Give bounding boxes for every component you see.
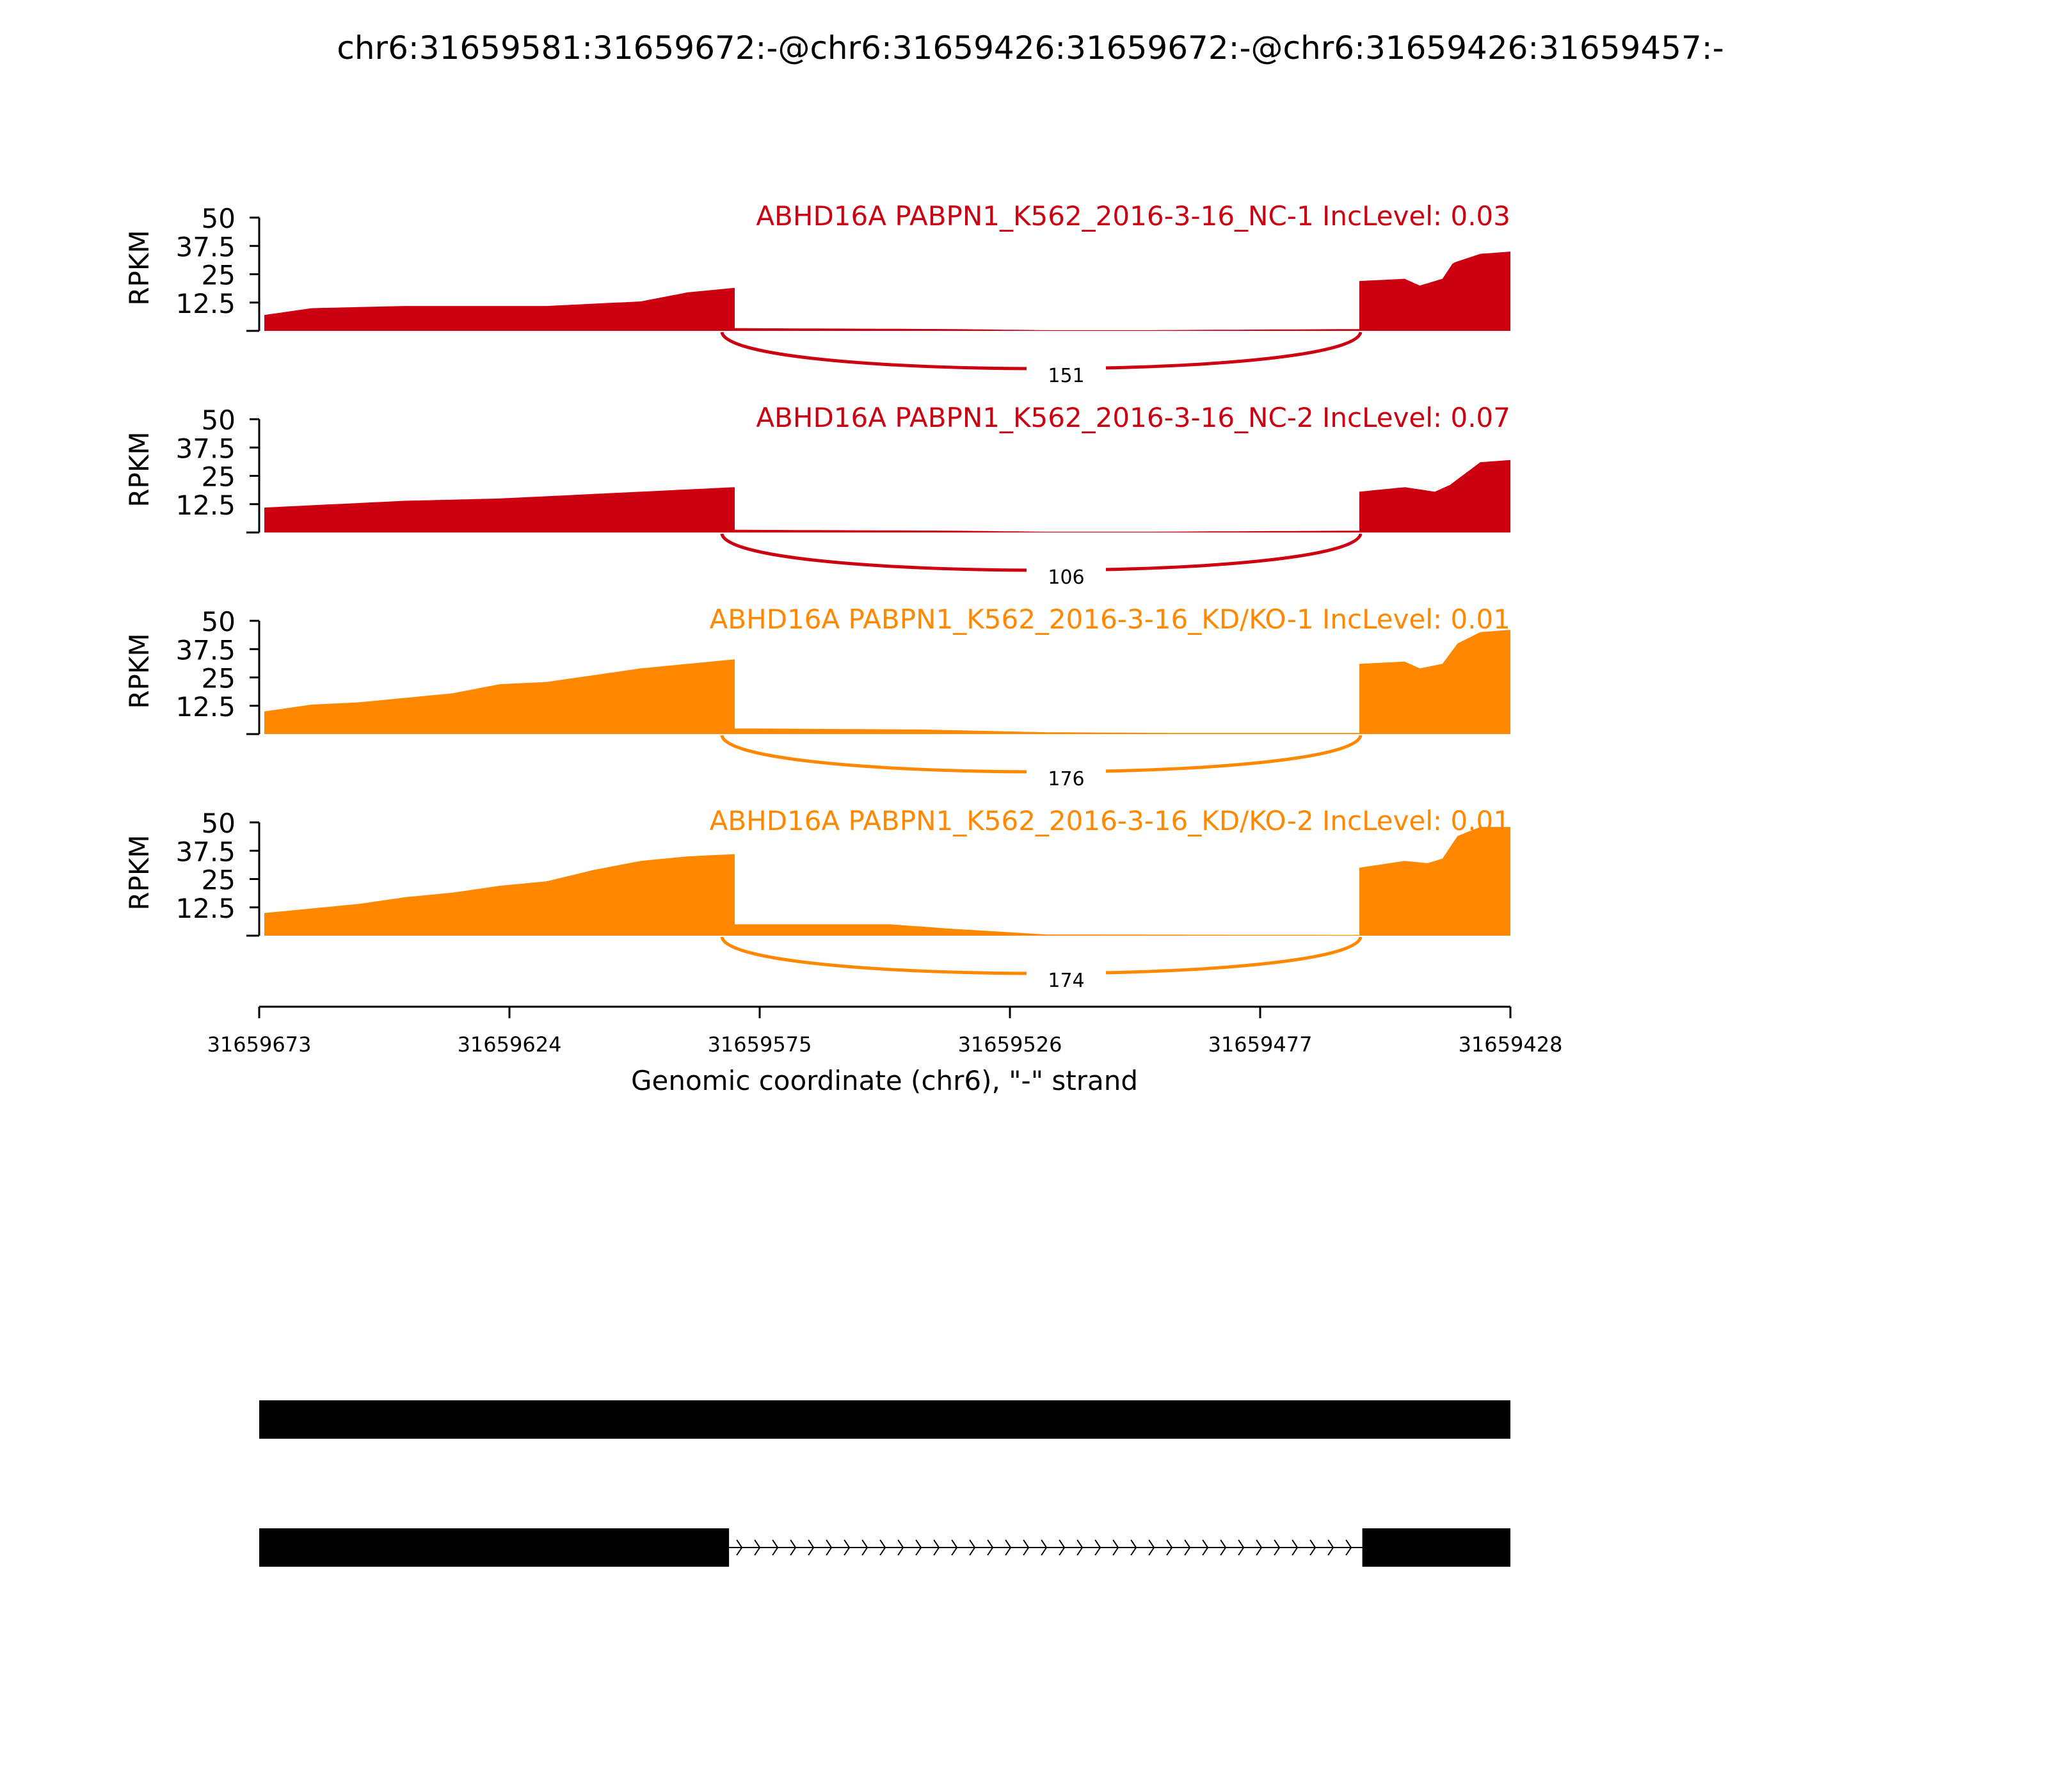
figure-title: chr6:31659581:31659672:-@chr6:31659426:31659672:-@chr6:31659426:31659457:- (337, 29, 1724, 67)
y-tick-label: 12.5 (175, 892, 236, 924)
y-tick-label: 25 (201, 864, 236, 896)
y-tick-label: 12.5 (175, 287, 236, 319)
track-label: ABHD16A PABPN1_K562_2016-3-16_NC-1 IncLevel: 0.03 (756, 200, 1510, 232)
x-tick-label: 31659477 (1208, 1032, 1313, 1057)
track-label: ABHD16A PABPN1_K562_2016-3-16_NC-2 IncLevel: 0.07 (756, 402, 1510, 433)
x-tick-label: 31659575 (707, 1032, 812, 1057)
y-tick-label: 37.5 (175, 231, 236, 263)
y-tick-label: 25 (201, 259, 236, 291)
y-tick-label: 50 (201, 606, 236, 637)
track-label: ABHD16A PABPN1_K562_2016-3-16_KD/KO-1 IncLevel: 0.01 (709, 604, 1510, 635)
junction-read-count: 106 (1048, 566, 1085, 589)
y-tick-label: 37.5 (175, 836, 236, 868)
y-tick-label: 25 (201, 461, 236, 493)
y-tick-label: 12.5 (175, 691, 236, 723)
x-tick-label: 31659428 (1458, 1032, 1563, 1057)
y-axis-label: RPKM (124, 633, 155, 709)
y-tick-label: 25 (201, 662, 236, 694)
y-axis-label: RPKM (124, 230, 155, 306)
gene-model-isoform-1 (259, 1400, 1510, 1439)
x-tick-label: 31659624 (457, 1032, 562, 1057)
exon-block (259, 1400, 1510, 1439)
junction-read-count: 174 (1048, 970, 1085, 992)
y-tick-label: 37.5 (175, 634, 236, 666)
track-label: ABHD16A PABPN1_K562_2016-3-16_KD/KO-2 IncLevel: 0.01 (709, 805, 1510, 836)
y-axis-label: RPKM (124, 431, 155, 508)
exon-block (1363, 1528, 1510, 1567)
exon-block (259, 1528, 729, 1567)
y-tick-label: 50 (201, 404, 236, 436)
y-tick-label: 37.5 (175, 433, 236, 465)
junction-read-count: 151 (1048, 365, 1085, 387)
y-axis-label: RPKM (124, 835, 155, 911)
x-axis-label: Genomic coordinate (chr6), "-" strand (630, 1065, 1139, 1096)
x-tick-label: 31659673 (207, 1032, 312, 1057)
x-tick-label: 31659526 (957, 1032, 1062, 1057)
y-tick-label: 12.5 (175, 489, 236, 521)
junction-read-count: 176 (1048, 768, 1085, 790)
y-tick-label: 50 (201, 808, 236, 839)
y-tick-label: 50 (201, 203, 236, 234)
